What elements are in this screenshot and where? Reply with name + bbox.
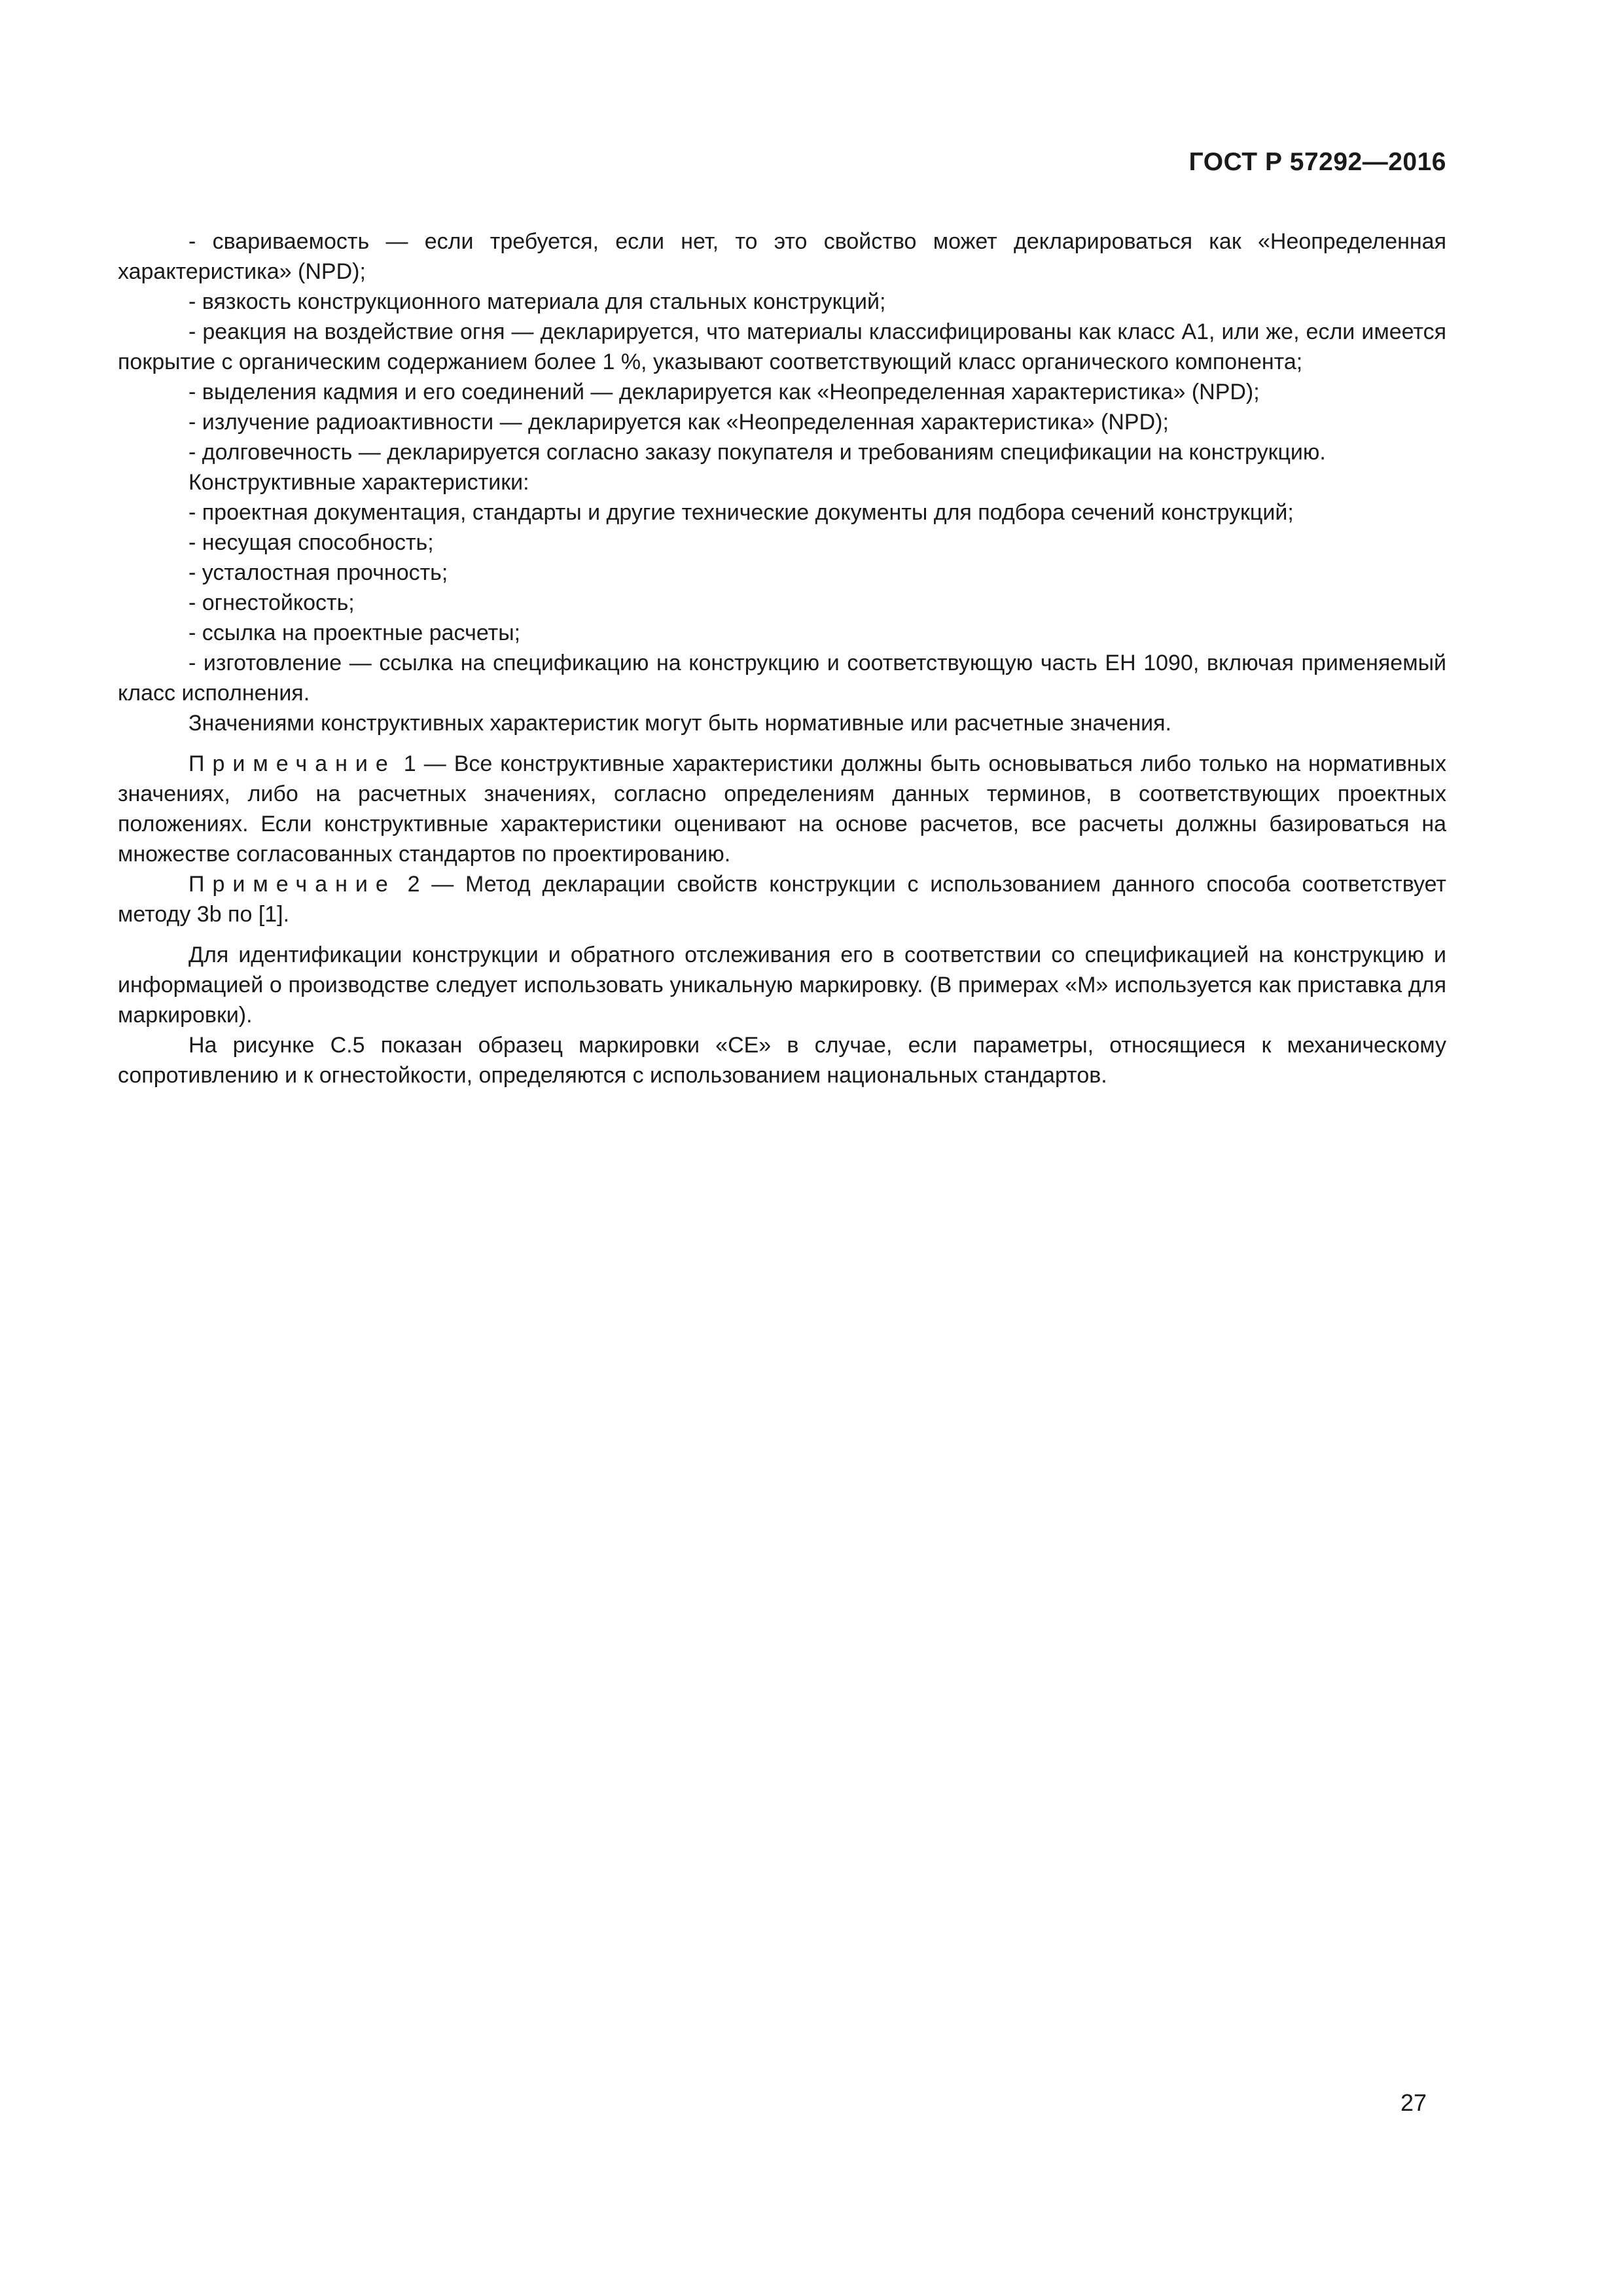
page-number: 27	[1400, 2089, 1427, 2116]
list-item: - усталостная прочность;	[188, 560, 448, 585]
figure-reference-paragraph: На рисунке С.5 показан образец маркировки «СЕ» в случае, если параметры, относящиеся к механическому сопротивлению и к огнестойкости, определяются с использованием национальных стандартов.	[118, 1033, 1446, 1088]
section-heading: Конструктивные характеристики:	[188, 470, 529, 495]
list-item: - вязкость конструкционного материала для стальных конструкций;	[188, 289, 886, 314]
list-item: - реакция на воздействие огня — декларируется, что материалы классифицированы как класс А1, или же, если имеется покрытие с органическим содержанием более 1 %, указывают соответствующий класс органического компонента;	[118, 319, 1446, 374]
list-item: - свариваемость — если требуется, если нет, то это свойство может декларироваться как «Неопределенная характеристика» (NPD);	[118, 229, 1446, 284]
list-item: - огнестойкость;	[188, 590, 355, 615]
list-item: - несущая способность;	[188, 530, 434, 555]
list-item: - долговечность — декларируется согласно заказу покупателя и требованиям спецификации на конструкцию.	[188, 440, 1326, 465]
list-item: - излучение радиоактивности — декларируется как «Неопределенная характеристика» (NPD);	[188, 410, 1169, 435]
document-header: ГОСТ Р 57292—2016	[1188, 148, 1446, 176]
list-item: - изготовление — ссылка на спецификацию на конструкцию и соответствующую часть ЕН 1090, включая применяемый класс исполнения.	[118, 651, 1446, 706]
identification-paragraph: Для идентификации конструкции и обратного отслеживания его в соответствии со спецификацией на конструкцию и информацией о производстве следует использовать уникальную маркировку. (В примерах «М» используется как приставка для маркировки).	[118, 942, 1446, 1028]
note-2	[118, 869, 1446, 929]
note-text: 2 — Метод декларации свойств конструкции с использованием данного способа соответствует методу 3b по [1].	[118, 872, 1446, 927]
note-label: Примечание	[188, 872, 396, 897]
list-item: - проектная документация, стандарты и другие технические документы для подбора сечений конструкций;	[188, 500, 1294, 525]
note-text: 1 — Все конструктивные характеристики должны быть основываться либо только на нормативных значениях, либо на расчетных значениях, согласно определениям данных терминов, в соответствующих проектных положениях. Если конструктивные характеристики оценивают на основе расчетов, все расчеты должны базироваться на множестве согласованных стандартов по проектированию.	[118, 751, 1446, 867]
document-body	[118, 226, 1446, 1090]
list-item: - выделения кадмия и его соединений — декларируется как «Неопределенная характеристика» (NPD);	[188, 380, 1260, 404]
values-paragraph: Значениями конструктивных характеристик могут быть нормативные или расчетные значения.	[188, 711, 1171, 736]
list-item: - ссылка на проектные расчеты;	[188, 620, 521, 645]
note-label: Примечание	[188, 751, 396, 776]
note-1	[118, 749, 1446, 869]
